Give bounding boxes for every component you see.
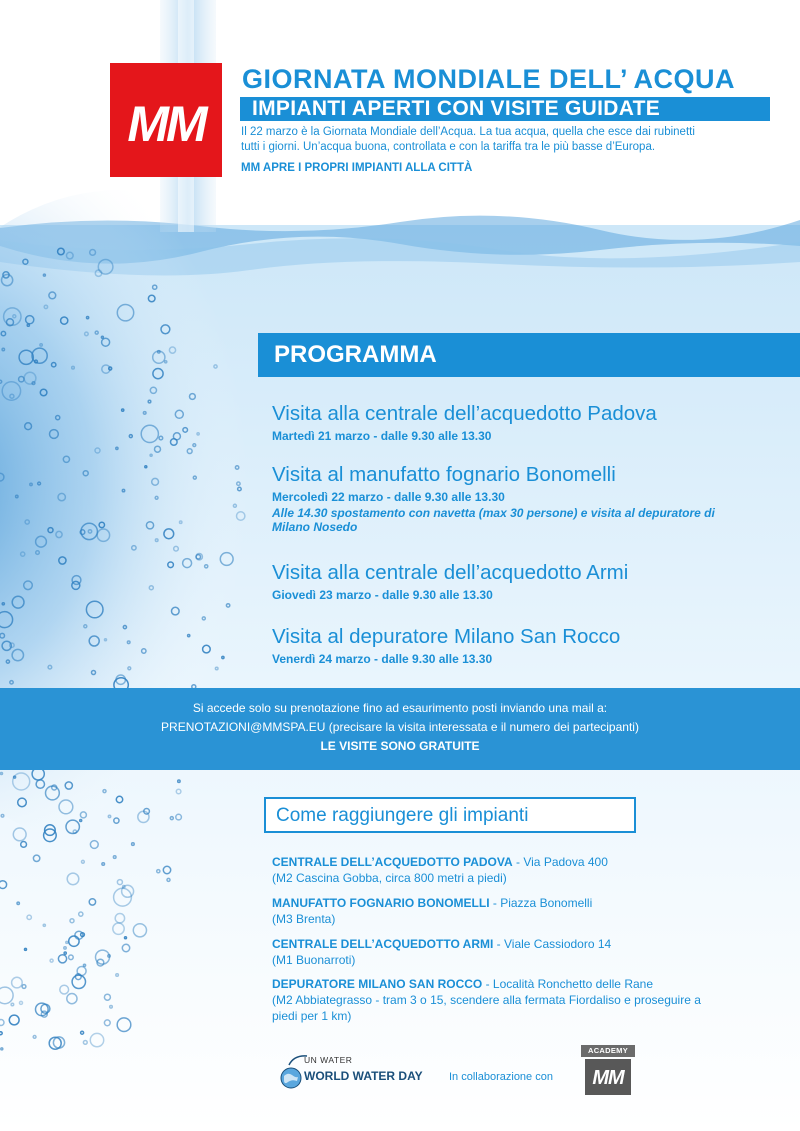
world-water-day-label: WORLD WATER DAY xyxy=(304,1069,423,1083)
booking-line-2 xyxy=(0,718,800,737)
mm-academy-logo xyxy=(581,1045,635,1095)
visit-date: Martedì 21 marzo - dalle 9.30 alle 13.30 xyxy=(272,429,492,443)
visit-item xyxy=(272,463,797,534)
booking-note: (precisare la visita interessata e il numero dei partecipanti) xyxy=(325,720,639,734)
booking-free: LE VISITE SONO GRATUITE xyxy=(320,739,480,753)
visit-title: Visita al depuratore Milano San Rocco xyxy=(272,625,621,648)
location-name: DEPURATORE MILANO SAN ROCCO xyxy=(272,977,483,991)
un-water-label: UN WATER xyxy=(304,1055,353,1065)
booking-line-1: Si accede solo su prenotazione fino ad esaurimento posti inviando una mail a: xyxy=(192,701,608,715)
location-item xyxy=(272,854,792,886)
location-item xyxy=(272,936,792,968)
visit-title: Visita alla centrale dell’acquedotto Armi xyxy=(272,561,629,584)
program-heading: PROGRAMMA xyxy=(274,341,437,368)
location-detail: (M3 Brenta) xyxy=(272,912,336,926)
visit-item xyxy=(272,625,797,666)
location-address: - Viale Cassiodoro 14 xyxy=(493,937,612,951)
location-name: MANUFATTO FOGNARIO BONOMELLI xyxy=(272,896,490,910)
visit-date: Giovedì 23 marzo - dalle 9.30 alle 13.30 xyxy=(272,588,493,602)
intro-line-1: Il 22 marzo è la Giornata Mondiale dell’Acqua. La tua acqua, quella che esce dai rubinetti xyxy=(241,126,695,138)
visit-note: Alle 14.30 spostamento con navetta (max 30 persone) e visita al depuratore di Milano Nosedo xyxy=(272,506,715,534)
location-address: - Piazza Bonomelli xyxy=(489,896,593,910)
visit-title: Visita al manufatto fognario Bonomelli xyxy=(272,463,616,486)
page-title: GIORNATA MONDIALE DELL’ ACQUA xyxy=(242,64,735,94)
intro-bold: MM APRE I PROPRI IMPIANTI ALLA CITTÀ xyxy=(241,162,473,174)
world-water-day-logo xyxy=(280,1053,430,1093)
booking-email-link[interactable]: PRENOTAZIONI@MMSPA.EU xyxy=(161,720,326,734)
visit-title: Visita alla centrale dell’acquedotto Padova xyxy=(272,402,657,425)
intro-text xyxy=(241,125,761,154)
academy-mm-mark xyxy=(585,1059,631,1095)
intro-line-2: tutti i giorni. Un’acqua buona, controllata e con la tariffa tra le più basse d’Europa. xyxy=(241,140,656,153)
page-subtitle: IMPIANTI APERTI CON VISITE GUIDATE xyxy=(240,97,770,121)
location-name: CENTRALE DELL’ACQUEDOTTO PADOVA xyxy=(272,855,513,869)
location-detail: (M2 Cascina Gobba, circa 800 metri a piedi) xyxy=(272,871,507,885)
globe-icon xyxy=(280,1067,302,1089)
academy-label: ACADEMY xyxy=(581,1045,635,1057)
location-address: - Via Padova 400 xyxy=(512,855,608,869)
location-detail: (M2 Abbiategrasso - tram 3 o 15, scendere alla fermata Fiordaliso e proseguire a piedi per 1 km) xyxy=(272,993,701,1023)
location-item xyxy=(272,976,702,1024)
mm-logo-text: MM xyxy=(127,96,205,152)
academy-mm-text: MM xyxy=(592,1067,624,1089)
collaboration-label: In collaborazione con xyxy=(449,1071,553,1083)
visit-date: Venerdì 24 marzo - dalle 9.30 alle 13.30 xyxy=(272,652,493,666)
directions-heading-box xyxy=(264,797,636,833)
booking-band xyxy=(0,688,800,770)
location-detail: (M1 Buonarroti) xyxy=(272,953,356,967)
directions-heading: Come raggiungere gli impianti xyxy=(276,805,529,826)
program-heading-bar xyxy=(258,333,800,377)
visit-date: Mercoledì 22 marzo - dalle 9.30 alle 13.30 xyxy=(272,490,505,504)
location-address: - Località Ronchetto delle Rane xyxy=(482,977,654,991)
location-name: CENTRALE DELL’ACQUEDOTTO ARMI xyxy=(272,937,494,951)
mm-logo xyxy=(110,63,222,177)
visit-item xyxy=(272,402,797,443)
location-item xyxy=(272,895,792,927)
visit-item xyxy=(272,561,797,602)
